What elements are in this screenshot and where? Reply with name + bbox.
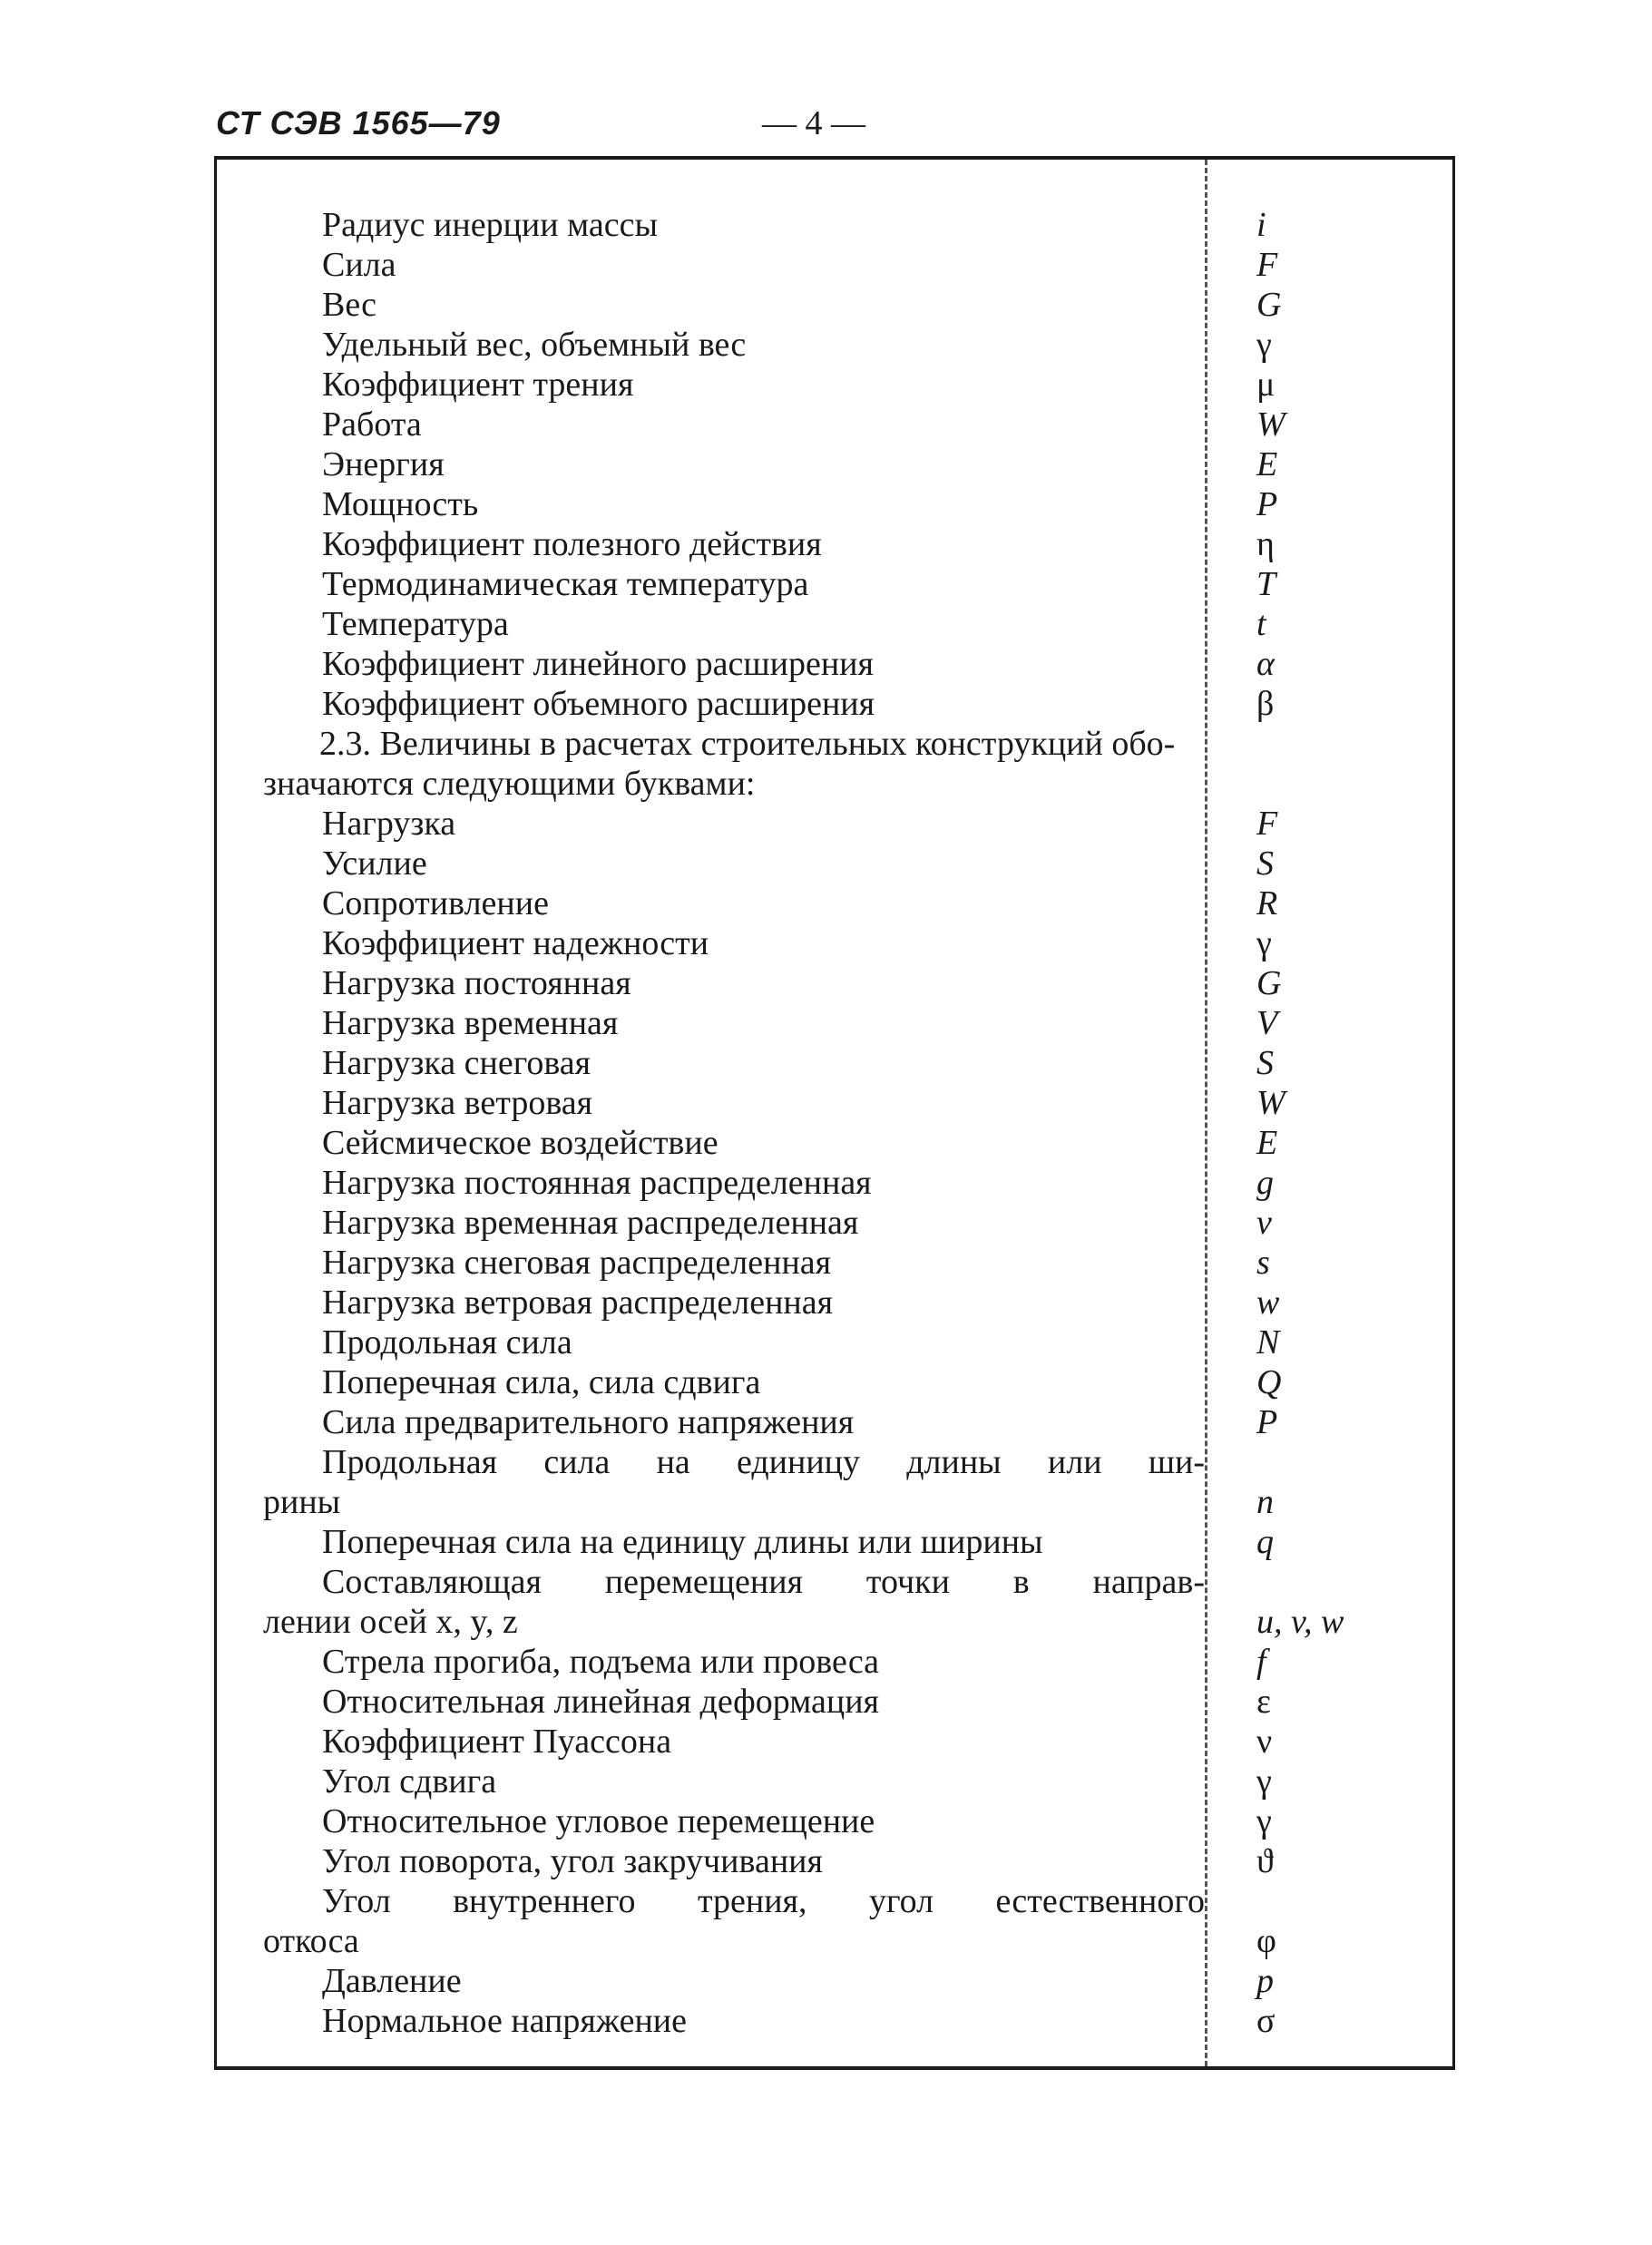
term-symbol: F [1256,246,1278,284]
term-label: Нагрузка снеговая распределенная [322,1244,832,1282]
term-label: Сопротивление [322,884,549,922]
term-label: Продольная сила [322,1323,572,1362]
term-symbol: P [1256,485,1278,523]
term-symbol: Q [1256,1363,1282,1401]
term-label: Удельный вес, объемный вес [322,326,747,364]
term-label: Поперечная сила, сила сдвига [322,1363,761,1401]
term-label: Коэффициент объемного расширения [322,685,875,723]
term-label: Температура [322,605,509,643]
term-symbol: γ [1256,924,1272,962]
term-symbol: u, v, w [1256,1603,1344,1641]
page-number: — 4 — [762,104,865,142]
term-symbol: ν [1256,1723,1273,1761]
term-label-continuation: лении осей x, y, z [263,1603,518,1641]
term-label: Радиус инерции массы [322,206,658,244]
term-label: Нагрузка постоянная [322,964,631,1002]
term-label: Относительная линейная деформация [322,1683,880,1721]
column-divider [1205,160,1207,2066]
term-label: Нагрузка постоянная распределенная [322,1164,872,1202]
term-symbol: R [1256,884,1278,922]
term-symbol: V [1256,1004,1278,1042]
term-symbol: G [1256,964,1282,1002]
term-label: Вес [322,286,377,324]
term-symbol: φ [1256,1922,1276,1960]
term-label: Коэффициент трения [322,366,634,404]
term-symbol: η [1256,525,1275,563]
term-label: Нагрузка временная распределенная [322,1204,859,1242]
term-symbol: i [1256,206,1266,244]
term-symbol: μ [1256,366,1276,404]
term-label: Относительное угловое перемещение [322,1802,875,1840]
section-heading: 2.3. Величины в расчетах строительных конструкций обо- [319,725,1176,763]
term-symbol: E [1256,445,1278,483]
term-label: Нормальное напряжение [322,2002,687,2040]
right-rule [1452,156,1455,2070]
term-symbol: w [1256,1284,1280,1322]
term-symbol: q [1256,1523,1274,1561]
term-label: Термодинамическая температура [322,565,809,603]
term-symbol: γ [1256,326,1272,364]
term-label: Работа [322,405,422,444]
term-symbol: g [1256,1164,1274,1202]
term-label: Сила [322,246,396,284]
term-symbol: γ [1256,1762,1272,1801]
term-label: Угол внутреннего трения, угол естественного [322,1882,1205,1920]
term-label: Нагрузка временная [322,1004,619,1042]
standard-code: СТ СЭВ 1565—79 [216,104,501,142]
term-symbol: S [1256,1044,1274,1082]
term-symbol: E [1256,1124,1278,1162]
term-symbol: α [1256,645,1275,683]
section-heading-continuation: значаются следующими буквами: [263,765,756,803]
term-symbol: f [1256,1643,1266,1681]
term-label: Нагрузка [322,805,456,843]
term-label: Стрела прогиба, подъема или провеса [322,1643,880,1681]
term-label: Сила предварительного напряжения [322,1403,855,1441]
term-label: Усилие [322,844,427,883]
bottom-rule [214,2066,1455,2070]
term-label: Нагрузка ветровая распределенная [322,1284,834,1322]
term-label: Энергия [322,445,445,483]
term-label-continuation: откоса [263,1922,359,1960]
term-label: Угол поворота, угол закручивания [322,1842,823,1880]
term-symbol: p [1256,1962,1274,2000]
left-rule [214,156,217,2070]
term-label: Коэффициент надежности [322,924,709,962]
term-label: Коэффициент линейного расширения [322,645,874,683]
term-label-continuation: рины [263,1483,341,1521]
term-label: Нагрузка снеговая [322,1044,591,1082]
term-label: Давление [322,1962,462,2000]
term-symbol: n [1256,1483,1274,1521]
term-label: Составляющая перемещения точки в направ- [322,1563,1205,1601]
term-symbol: W [1256,405,1285,444]
term-symbol: t [1256,605,1266,643]
term-label: Сейсмическое воздействие [322,1124,718,1162]
term-label: Угол сдвига [322,1762,497,1801]
term-label: Коэффициент полезного действия [322,525,822,563]
term-symbol: P [1256,1403,1278,1441]
top-rule [214,156,1455,160]
term-symbol: ε [1256,1683,1271,1721]
term-label: Мощность [322,485,479,523]
term-symbol: N [1256,1323,1280,1362]
term-symbol: S [1256,844,1274,883]
term-symbol: v [1256,1204,1272,1242]
term-symbol: T [1256,565,1276,603]
term-label: Нагрузка ветровая [322,1084,593,1122]
term-symbol: W [1256,1084,1285,1122]
term-symbol: γ [1256,1802,1272,1840]
term-symbol: s [1256,1244,1270,1282]
term-label: Поперечная сила на единицу длины или ширины [322,1523,1043,1561]
term-symbol: β [1256,685,1275,723]
term-symbol: ϑ [1256,1842,1274,1880]
term-label: Коэффициент Пуассона [322,1723,672,1761]
term-symbol: F [1256,805,1278,843]
term-symbol: σ [1256,2002,1276,2040]
term-label: Продольная сила на единицу длины или ши- [322,1443,1205,1481]
term-symbol: G [1256,286,1282,324]
